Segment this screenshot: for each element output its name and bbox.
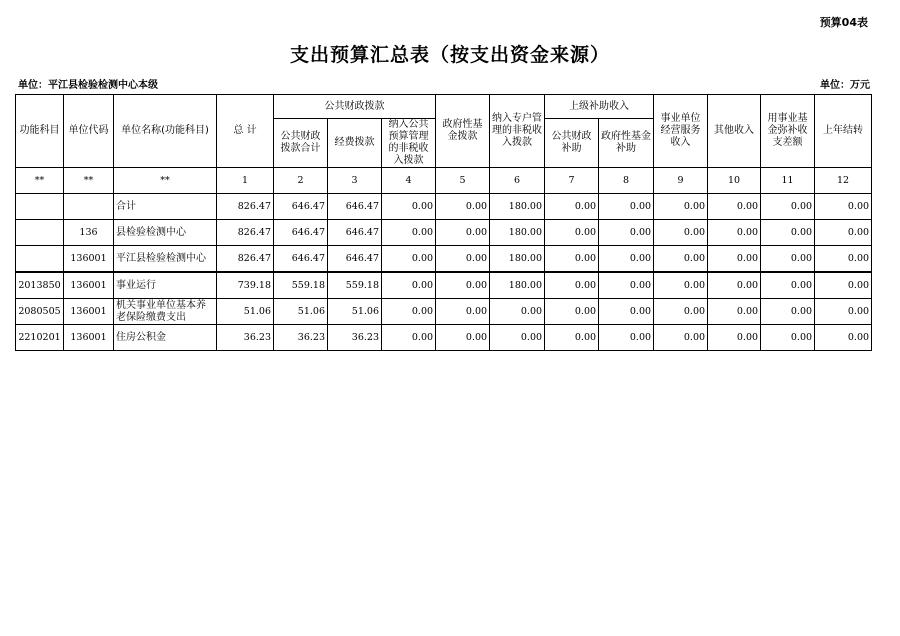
amount-cell: 826.47 bbox=[217, 220, 274, 246]
header-sub-gov: 政府性基金补助 bbox=[599, 119, 654, 168]
unit-code-cell: 136001 bbox=[64, 299, 114, 325]
header-public-finance: 公共财政拨款 bbox=[274, 95, 436, 119]
column-index-cell: 8 bbox=[599, 168, 654, 194]
amount-cell: 0.00 bbox=[382, 299, 436, 325]
amount-cell: 0.00 bbox=[761, 220, 815, 246]
amount-cell: 0.00 bbox=[599, 194, 654, 220]
func-subject-cell: 2013850 bbox=[16, 272, 64, 299]
amount-cell: 36.23 bbox=[328, 325, 382, 351]
amount-cell: 0.00 bbox=[654, 220, 708, 246]
header-unit-code: 单位代码 bbox=[64, 95, 114, 168]
amount-cell: 0.00 bbox=[815, 220, 872, 246]
amount-cell: 0.00 bbox=[761, 299, 815, 325]
amount-cell: 0.00 bbox=[545, 246, 599, 273]
header-fund-gap: 用事业基金弥补收支差额 bbox=[761, 95, 815, 168]
unit-code-cell: 136001 bbox=[64, 325, 114, 351]
column-index-cell: 5 bbox=[436, 168, 490, 194]
column-index-cell: 6 bbox=[490, 168, 545, 194]
amount-cell: 0.00 bbox=[436, 325, 490, 351]
header-public-finance-total: 公共财政拨款合计 bbox=[274, 119, 328, 168]
amount-cell: 0.00 bbox=[382, 272, 436, 299]
header-gov-fund: 政府性基金拨款 bbox=[436, 95, 490, 168]
amount-cell: 0.00 bbox=[436, 220, 490, 246]
amount-cell: 0.00 bbox=[815, 194, 872, 220]
amount-cell: 646.47 bbox=[274, 246, 328, 273]
func-subject-cell bbox=[16, 220, 64, 246]
reporting-unit: 单位：平江县检验检测中心本级 bbox=[18, 80, 158, 91]
amount-cell: 0.00 bbox=[654, 246, 708, 273]
amount-cell: 0.00 bbox=[382, 220, 436, 246]
amount-cell: 0.00 bbox=[599, 325, 654, 351]
amount-cell: 0.00 bbox=[545, 194, 599, 220]
unit-name-cell: 机关事业单位基本养老保险缴费支出 bbox=[114, 299, 217, 325]
amount-cell: 51.06 bbox=[274, 299, 328, 325]
amount-cell: 0.00 bbox=[708, 220, 761, 246]
amount-cell: 646.47 bbox=[328, 194, 382, 220]
header-func-subject: 功能科目 bbox=[16, 95, 64, 168]
amount-cell: 0.00 bbox=[708, 194, 761, 220]
amount-cell: 0.00 bbox=[490, 299, 545, 325]
amount-cell: 51.06 bbox=[217, 299, 274, 325]
amount-cell: 0.00 bbox=[545, 299, 599, 325]
header-nontax-special: 纳入专户管理的非税收入拨款 bbox=[490, 95, 545, 168]
column-index-cell: ** bbox=[16, 168, 64, 194]
amount-cell: 0.00 bbox=[382, 194, 436, 220]
amount-cell: 0.00 bbox=[815, 299, 872, 325]
form-number: 预算04表 bbox=[819, 16, 868, 29]
func-subject-cell bbox=[16, 194, 64, 220]
budget-table bbox=[15, 94, 872, 351]
header-total: 总 计 bbox=[217, 95, 274, 168]
amount-cell: 0.00 bbox=[382, 325, 436, 351]
header-unit-name: 单位名称(功能科目) bbox=[114, 95, 217, 168]
amount-cell: 0.00 bbox=[436, 299, 490, 325]
unit-code-cell bbox=[64, 194, 114, 220]
amount-cell: 0.00 bbox=[545, 272, 599, 299]
amount-cell: 0.00 bbox=[654, 299, 708, 325]
amount-cell: 0.00 bbox=[761, 325, 815, 351]
amount-cell: 0.00 bbox=[708, 272, 761, 299]
column-index-cell: 9 bbox=[654, 168, 708, 194]
amount-cell: 180.00 bbox=[490, 246, 545, 273]
header-nontax-public: 纳入公共预算管理的非税收入拨款 bbox=[382, 119, 436, 168]
amount-cell: 180.00 bbox=[490, 194, 545, 220]
amount-cell: 0.00 bbox=[761, 272, 815, 299]
amount-cell: 739.18 bbox=[217, 272, 274, 299]
func-subject-cell bbox=[16, 246, 64, 273]
amount-cell: 0.00 bbox=[761, 246, 815, 273]
column-index-cell: ** bbox=[64, 168, 114, 194]
amount-cell: 559.18 bbox=[274, 272, 328, 299]
column-index-cell: 11 bbox=[761, 168, 815, 194]
amount-cell: 0.00 bbox=[436, 272, 490, 299]
table-row bbox=[16, 325, 872, 351]
amount-cell: 51.06 bbox=[328, 299, 382, 325]
column-index-cell: 2 bbox=[274, 168, 328, 194]
table-row bbox=[16, 299, 872, 325]
amount-cell: 0.00 bbox=[599, 246, 654, 273]
amount-cell: 180.00 bbox=[490, 220, 545, 246]
amount-cell: 0.00 bbox=[815, 246, 872, 273]
header-business-income: 事业单位经营服务收入 bbox=[654, 95, 708, 168]
amount-cell: 0.00 bbox=[599, 272, 654, 299]
unit-code-cell: 136001 bbox=[64, 272, 114, 299]
header-funding: 经费拨款 bbox=[328, 119, 382, 168]
amount-cell: 826.47 bbox=[217, 194, 274, 220]
currency-unit: 单位：万元 bbox=[820, 80, 870, 91]
amount-cell: 646.47 bbox=[328, 246, 382, 273]
column-index-row bbox=[16, 168, 872, 194]
amount-cell: 0.00 bbox=[654, 325, 708, 351]
header-sub-public: 公共财政补助 bbox=[545, 119, 599, 168]
amount-cell: 0.00 bbox=[545, 220, 599, 246]
amount-cell: 0.00 bbox=[815, 272, 872, 299]
unit-name-cell: 县检验检测中心 bbox=[114, 220, 217, 246]
amount-cell: 0.00 bbox=[708, 325, 761, 351]
column-index-cell: 1 bbox=[217, 168, 274, 194]
amount-cell: 0.00 bbox=[436, 246, 490, 273]
column-index-cell: ** bbox=[114, 168, 217, 194]
amount-cell: 0.00 bbox=[654, 272, 708, 299]
amount-cell: 36.23 bbox=[217, 325, 274, 351]
amount-cell: 180.00 bbox=[490, 272, 545, 299]
table-row bbox=[16, 246, 872, 273]
amount-cell: 646.47 bbox=[274, 220, 328, 246]
amount-cell: 0.00 bbox=[599, 220, 654, 246]
amount-cell: 0.00 bbox=[490, 325, 545, 351]
column-index-cell: 3 bbox=[328, 168, 382, 194]
func-subject-cell: 2080505 bbox=[16, 299, 64, 325]
amount-cell: 0.00 bbox=[599, 299, 654, 325]
amount-cell: 0.00 bbox=[654, 194, 708, 220]
column-index-cell: 10 bbox=[708, 168, 761, 194]
page-title: 支出预算汇总表（按支出资金来源） bbox=[289, 44, 610, 66]
amount-cell: 0.00 bbox=[708, 246, 761, 273]
amount-cell: 646.47 bbox=[274, 194, 328, 220]
amount-cell: 0.00 bbox=[815, 325, 872, 351]
column-index-cell: 12 bbox=[815, 168, 872, 194]
amount-cell: 0.00 bbox=[761, 194, 815, 220]
amount-cell: 0.00 bbox=[382, 246, 436, 273]
column-index-cell: 4 bbox=[382, 168, 436, 194]
amount-cell: 646.47 bbox=[328, 220, 382, 246]
unit-code-cell: 136001 bbox=[64, 246, 114, 273]
unit-name-cell: 平江县检验检测中心 bbox=[114, 246, 217, 273]
amount-cell: 559.18 bbox=[328, 272, 382, 299]
unit-name-cell: 住房公积金 bbox=[114, 325, 217, 351]
amount-cell: 0.00 bbox=[436, 194, 490, 220]
amount-cell: 0.00 bbox=[708, 299, 761, 325]
header-superior-subsidy: 上级补助收入 bbox=[545, 95, 654, 119]
unit-name-cell: 合计 bbox=[114, 194, 217, 220]
amount-cell: 0.00 bbox=[545, 325, 599, 351]
unit-name-cell: 事业运行 bbox=[114, 272, 217, 299]
header-other-income: 其他收入 bbox=[708, 95, 761, 168]
unit-code-cell: 136 bbox=[64, 220, 114, 246]
table-row bbox=[16, 194, 872, 220]
table-row bbox=[16, 220, 872, 246]
amount-cell: 36.23 bbox=[274, 325, 328, 351]
table-row bbox=[16, 272, 872, 299]
column-index-cell: 7 bbox=[545, 168, 599, 194]
header-carryover: 上年结转 bbox=[815, 95, 872, 168]
amount-cell: 826.47 bbox=[217, 246, 274, 273]
func-subject-cell: 2210201 bbox=[16, 325, 64, 351]
